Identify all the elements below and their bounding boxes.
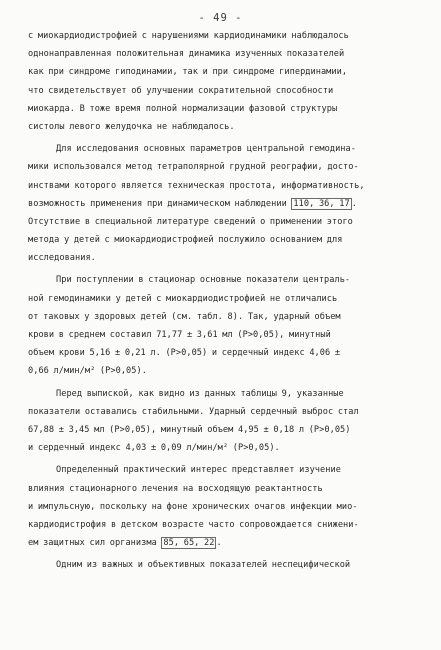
line-text: крови в среднем составил 71,77 ± 3,61 мл (Р>0,05), минутный xyxy=(28,330,331,340)
text-line xyxy=(28,177,423,195)
line-text: однонаправленная положительная динамика изученных показателей xyxy=(28,49,345,60)
paragraph xyxy=(28,556,423,574)
line-text: как при синдроме гиподинамии, так и при синдроме гипердинамии, xyxy=(28,67,348,78)
text-line xyxy=(28,385,423,403)
line-text: с миокардиодистрофией с нарушениями кардиодинамики наблюдалось xyxy=(28,31,349,41)
text-line xyxy=(28,231,423,249)
text-line xyxy=(28,27,423,45)
line-text: от таковых у здоровых детей (см. табл. 8). Так, ударный объем xyxy=(28,311,341,322)
paragraph xyxy=(28,140,423,267)
text-line xyxy=(28,100,423,118)
line-text: Определенный практический интерес представляет изучение xyxy=(56,465,341,476)
line-text: Одним из важных и объективных показателей неспецифической xyxy=(56,560,351,571)
paragraph xyxy=(28,27,423,136)
text-line xyxy=(28,271,423,289)
line-text: возможность применения при динамическом наблюдении xyxy=(28,198,287,209)
line-text: ной гемодинамики у детей с миокардиодистрофией не отличались xyxy=(28,293,338,304)
paragraph xyxy=(28,461,423,552)
line-text: ем защитных сил организма xyxy=(28,538,157,549)
line-text: 67,88 ± 3,45 мл (Р>0,05), минутный объем 4,95 ± 0,18 л (Р>0,05) xyxy=(28,424,351,435)
text-line xyxy=(28,195,423,213)
text-line xyxy=(28,516,423,534)
line-text: Для исследования основных параметров центральной гемодина- xyxy=(56,144,356,155)
text-line xyxy=(28,480,423,498)
body-text xyxy=(28,27,423,574)
text-line xyxy=(28,403,423,421)
citation-suffix: . xyxy=(216,538,222,549)
line-text: кардиодистрофия в детском возрасте часто сопровождается снижени- xyxy=(28,519,359,530)
line-text: исследования. xyxy=(28,253,96,264)
text-line xyxy=(28,213,423,231)
paragraph xyxy=(28,271,423,380)
text-line xyxy=(28,158,423,176)
line-text: показатели оставались стабильными. Ударный сердечный выброс стал xyxy=(28,406,359,417)
text-line xyxy=(28,118,423,136)
line-text: систолы левого желудочка не наблюдалось. xyxy=(28,121,235,132)
line-text: и сердечный индекс 4,03 ± 0,09 л/мин/м² (Р>0,05). xyxy=(28,443,280,454)
line-text: инствами которого является техническая простота, информативность, xyxy=(28,180,365,191)
text-line xyxy=(28,362,423,380)
line-text: мики использовался метод тетраполярной грудной реографии, досто- xyxy=(28,162,359,173)
citation-ref: 110, 36, 17 xyxy=(293,198,350,209)
line-text: влияния стационарного лечения на восходящую реактантность xyxy=(28,483,323,494)
page-number: - 49 - xyxy=(198,12,243,24)
paragraph xyxy=(28,385,423,458)
text-line xyxy=(28,140,423,158)
text-line xyxy=(28,45,423,63)
text-line xyxy=(28,556,423,574)
text-line xyxy=(28,498,423,516)
text-line xyxy=(28,461,423,479)
text-line xyxy=(28,82,423,100)
line-text: что свидетельствует об улучшении сократительной способности xyxy=(28,85,334,96)
line-text: и импульсную, поскольку на фоне хронических очагов инфекции мио- xyxy=(28,501,358,512)
line-text: Отсутствие в специальной литературе сведений о применении этого xyxy=(28,216,353,227)
line-text: миокарда. В тоже время полной нормализации фазовой структуры xyxy=(28,103,338,114)
text-line xyxy=(28,249,423,267)
line-text: объем крови 5,16 ± 0,21 л. (Р>0,05) и сердечный индекс 4,06 ± xyxy=(28,348,341,359)
text-line xyxy=(28,439,423,457)
line-text: метода у детей с миокардиодистрофией послужило основанием для xyxy=(28,235,343,246)
text-line xyxy=(28,63,423,81)
line-text: Перед выпиской, как видно из данных таблицы 9, указанные xyxy=(56,388,344,399)
citation-ref: 85, 65, 22 xyxy=(163,538,215,549)
text-line xyxy=(28,534,423,552)
line-text: 0,66 л/мин/м² (Р>0,05). xyxy=(28,366,147,377)
text-line xyxy=(28,326,423,344)
text-line xyxy=(28,344,423,362)
line-text: При поступлении в стационар основные показатели централь- xyxy=(56,275,351,286)
text-line xyxy=(28,290,423,308)
text-line xyxy=(28,308,423,326)
citation-suffix: . xyxy=(351,198,357,209)
text-line xyxy=(28,421,423,439)
